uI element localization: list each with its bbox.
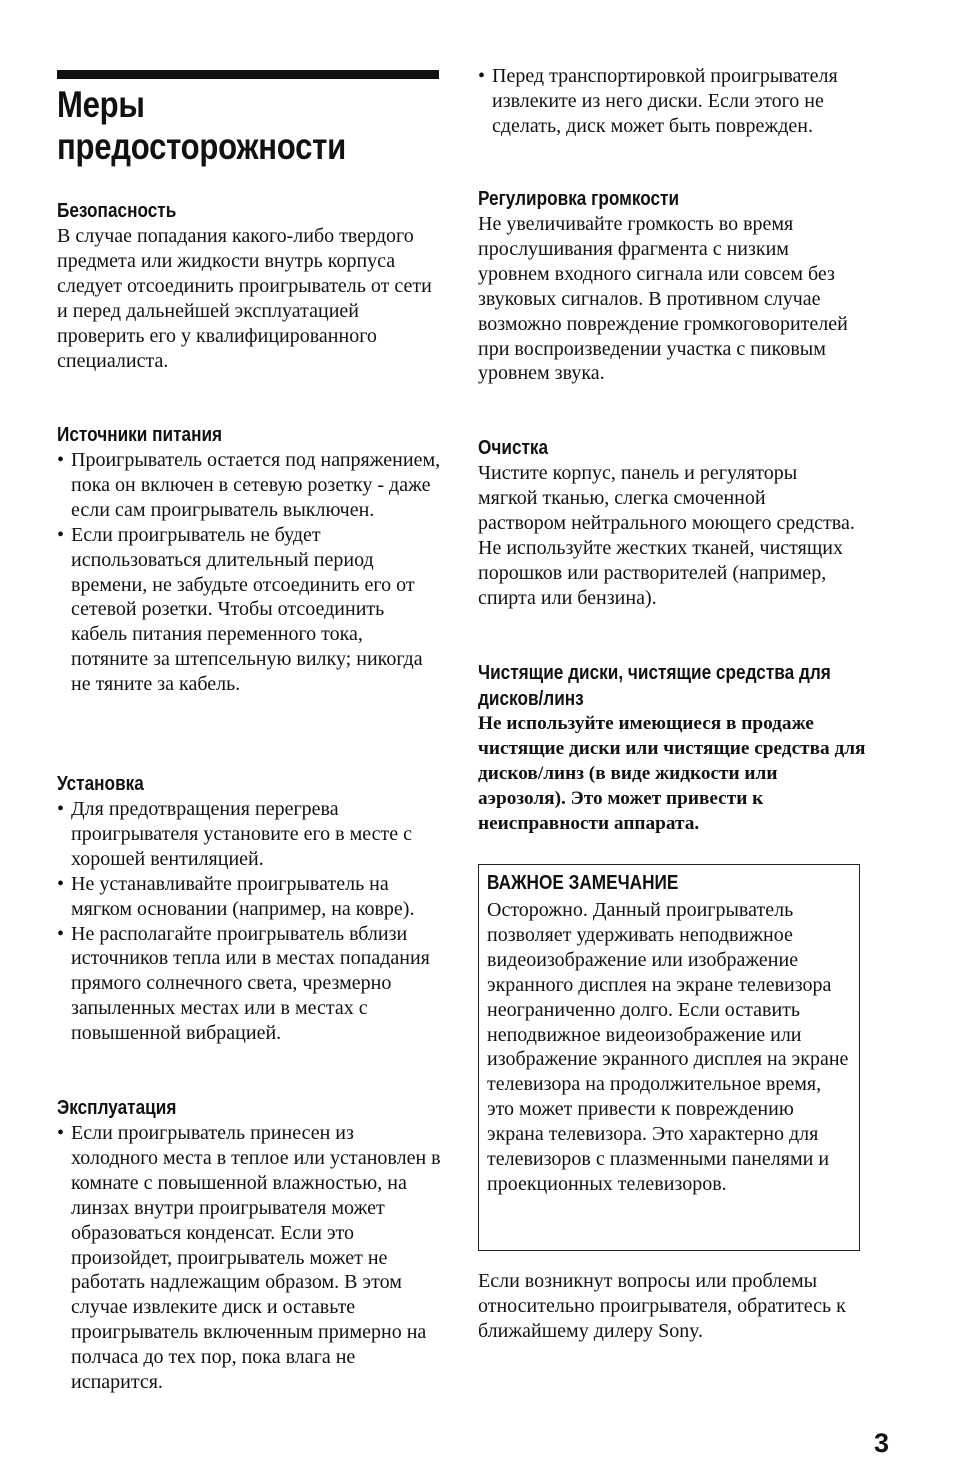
list-item: • Не устанавливайте проигрыватель на мягком основании (например, на ковре). — [57, 872, 442, 922]
closing-text: Если возникнут вопросы или проблемы относительно проигрывателя, обратитесь к ближайшему дилеру Sony. — [478, 1270, 846, 1342]
section-heading: Установка — [57, 773, 144, 795]
section-heading: Источники питания — [57, 424, 223, 446]
important-notice-box — [478, 864, 860, 1251]
list-item: • Перед транспортировкой проигрывателя извлеките из него диски. Если этого не сделать, диск может быть поврежден. — [478, 64, 853, 139]
bullet-list — [57, 1121, 442, 1395]
list-item: • Проигрыватель остается под напряжением, пока он включен в сетевую розетку - даже если сам проигрыватель выключен. — [57, 448, 442, 523]
section-cleaning — [478, 435, 868, 610]
list-item: • Не располагайте проигрыватель вблизи источников тепла или в местах попадания прямого солнечного света, чрезмерно запыленных местах или в местах с повышенной вибрацией. — [57, 922, 442, 1047]
section-cleaning-discs — [478, 660, 868, 837]
section-text: В случае попадания какого-либо твердого предмета или жидкости внутрь корпуса следует отсоединить проигрыватель от сети и перед дальнейшей эксплуатацией проверить его у квалифицированного специалиста. — [57, 225, 432, 372]
list-item: • Если проигрыватель не будет использоваться длительный период времени, не забудьте отсоединить его от сетевой розетки. Чтобы отсоединить кабель питания переменного тока, потяните за штепсельную вилку; никогда не тяните за кабель. — [57, 523, 442, 697]
title-rule — [57, 70, 439, 79]
section-text: Не используйте имеющиеся в продаже чистящие диски или чистящие средства для дисков/линз (в виде жидкости или аэрозоля). Это может привести к неисправности аппарата. — [478, 713, 866, 834]
page-title: Меры предосторожности — [57, 84, 346, 167]
section-volume — [478, 186, 868, 386]
section-operation — [57, 1095, 447, 1395]
section-heading: Безопасность — [57, 200, 177, 222]
section-text: Не увеличивайте громкость во время прослушивания фрагмента с низким уровнем входного сигнала или совсем без звуковых сигналов. В противном случае возможно повреждение громкоговорителей при воспроизведении участка с пиковым уровнем звука. — [478, 213, 848, 385]
bullet-list — [478, 64, 853, 139]
section-heading: Очистка — [478, 437, 549, 459]
section-text: Чистите корпус, панель и регуляторы мягкой тканью, слегка смоченной раствором нейтрального моющего средства. Не используйте жестких тканей, чистящих порошков или растворителей (например, спирта или бензина). — [478, 462, 855, 609]
section-power — [57, 422, 447, 697]
bullet-list — [57, 448, 442, 697]
section-closing — [478, 1269, 868, 1344]
bullet-list — [57, 797, 442, 1046]
notice-text: Осторожно. Данный проигрыватель позволяет удерживать неподвижное видеоизображение или изображение экранного дисплея на экране телевизора неограниченно долго. Если оставить неподвижное видеоизображение или изображение экранного дисплея на экране телевизора на продолжительное время, это может привести к повреждению экрана телевизора. Это характерно для телевизоров с плазменными панелями и проекционных телевизоров. — [487, 899, 849, 1195]
page-number: 3 — [874, 1428, 890, 1458]
section-operation-continued — [478, 64, 868, 139]
section-heading: Эксплуатация — [57, 1097, 177, 1119]
section-heading: Чистящие диски, чистящие средства для дисков/линз — [478, 662, 831, 710]
section-heading: Регулировка громкости — [478, 188, 680, 210]
section-safety — [57, 198, 447, 373]
section-installation — [57, 771, 447, 1046]
list-item: • Для предотвращения перегрева проигрывателя установите его в месте с хорошей вентиляцией. — [57, 797, 442, 872]
notice-heading: ВАЖНОЕ ЗАМЕЧАНИЕ — [487, 872, 679, 894]
list-item: • Если проигрыватель принесен из холодного места в теплое или установлен в комнате с повышенной влажностью, на линзах внутри проигрывателя может образоваться конденсат. Если это произойдет, проигрыватель может не работать надлежащим образом. В этом случае извлеките диск и оставьте проигрыватель включенным примерно на полчаса до тех пор, пока влага не испарится. — [57, 1121, 442, 1395]
